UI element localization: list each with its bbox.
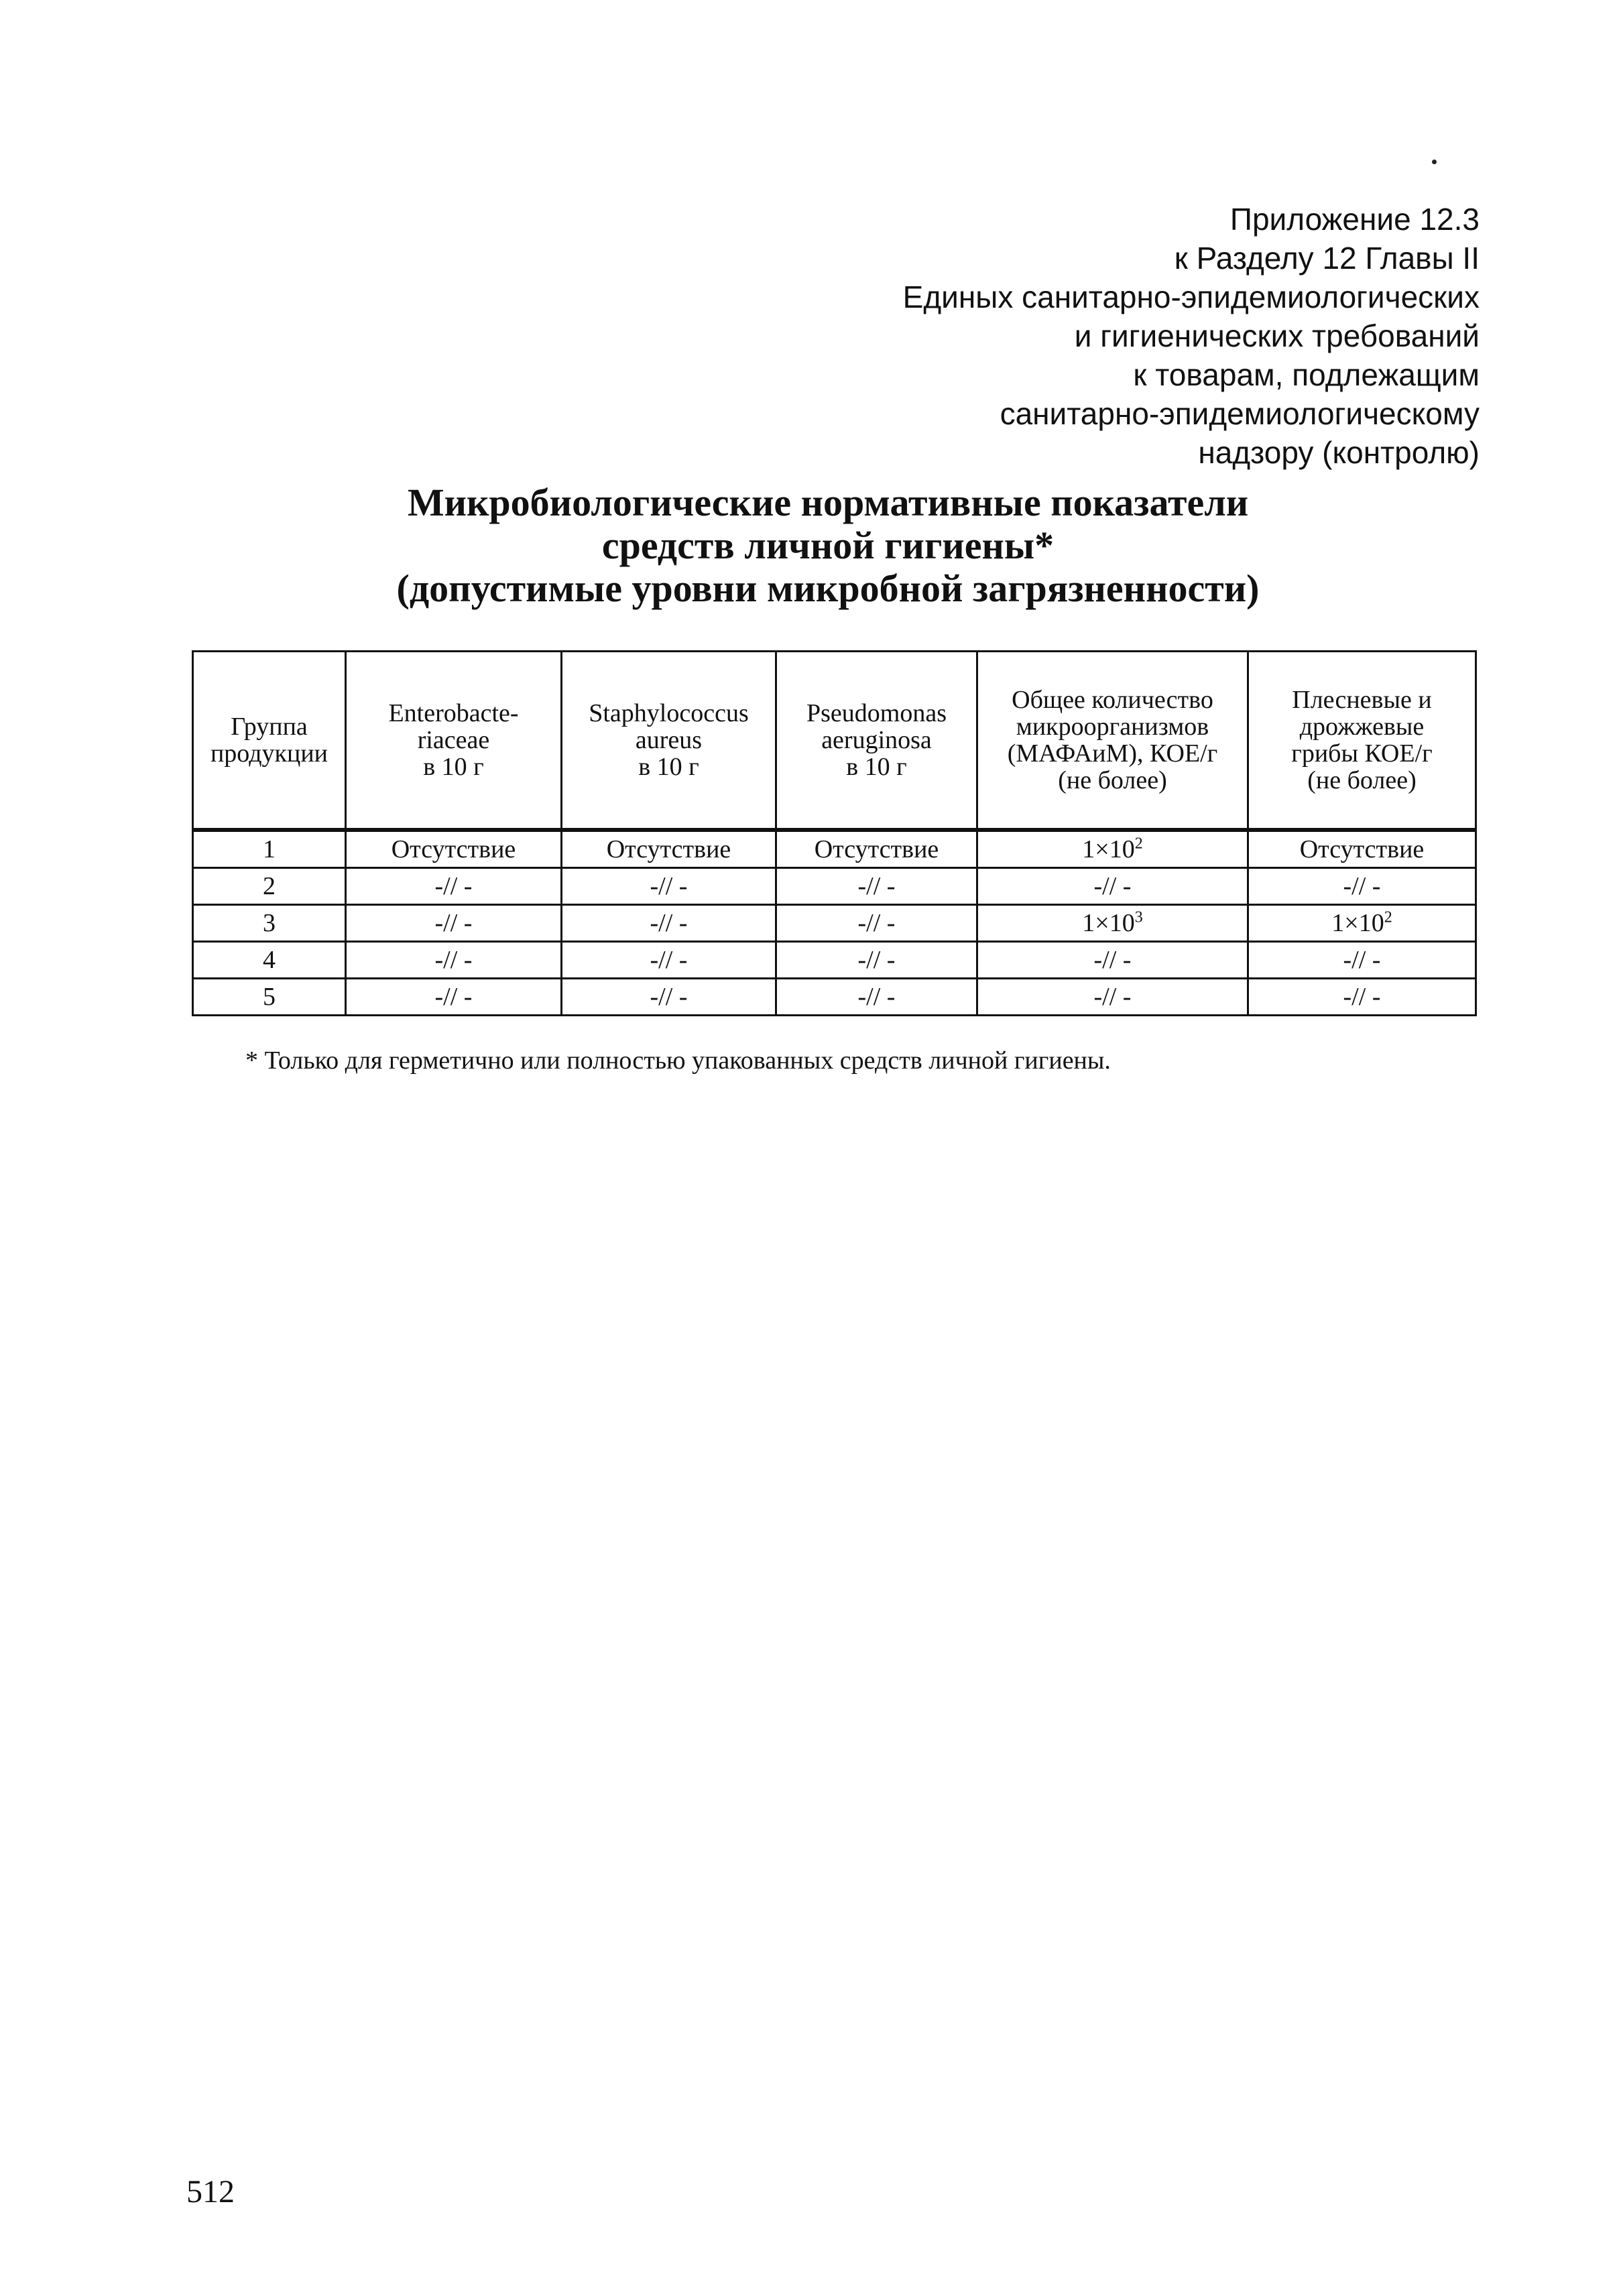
cell-molds-yeasts: [1248, 905, 1476, 942]
cell-total-microorganisms: [977, 942, 1248, 979]
cell-value: -// -: [1343, 872, 1381, 900]
header-text: в 10 г: [846, 753, 907, 781]
header-pseudomonas: [776, 652, 977, 831]
appendix-line: санитарно-эпидемиологическому: [1000, 396, 1480, 431]
header-text: Pseudomonas: [806, 699, 947, 727]
table-row: [193, 979, 1476, 1016]
header-text: Общее количество: [1012, 686, 1213, 714]
cell-exponent: 2: [1384, 908, 1392, 926]
table-row: [193, 942, 1476, 979]
header-text: aeruginosa: [821, 726, 932, 754]
header-staphylococcus: [562, 652, 776, 831]
microbiology-norms-table: [192, 650, 1477, 1016]
cell-value: -// -: [1093, 983, 1132, 1011]
header-text: aureus: [635, 726, 703, 754]
header-total-microorganisms: [977, 652, 1248, 831]
document-title: [161, 481, 1495, 610]
table-row: [193, 905, 1476, 942]
cell-pseudomonas: Отсутствие: [776, 830, 977, 868]
page-number: 512: [186, 2174, 235, 2210]
header-product-group: [193, 652, 346, 831]
appendix-line: и гигиенических требований: [1074, 318, 1480, 353]
header-text: Группа: [231, 713, 308, 741]
title-line: Микробиологические нормативные показатели: [407, 481, 1249, 524]
cell-pseudomonas: -// -: [776, 942, 977, 979]
cell-value: 1×10: [1082, 835, 1135, 863]
cell-value: -// -: [1343, 983, 1381, 1011]
header-text: Staphylococcus: [589, 699, 749, 727]
header-text: Плесневые и: [1292, 686, 1432, 714]
cell-value: 1×10: [1082, 909, 1135, 937]
appendix-line: к Разделу 12 Главы II: [1174, 241, 1480, 276]
cell-molds-yeasts: [1248, 979, 1476, 1016]
cell-value: -// -: [1093, 946, 1132, 974]
header-text: грибы КОЕ/г: [1291, 739, 1433, 768]
cell-enterobacteriaceae: -// -: [346, 942, 562, 979]
appendix-line: Единых санитарно-эпидемиологических: [902, 280, 1480, 314]
cell-total-microorganisms: [977, 905, 1248, 942]
cell-value: 1×10: [1331, 909, 1384, 937]
header-text: дрожжевые: [1299, 713, 1425, 741]
cell-group: 2: [193, 868, 346, 905]
cell-enterobacteriaceae: Отсутствие: [346, 830, 562, 868]
cell-exponent: 2: [1134, 835, 1143, 853]
cell-value: Отсутствие: [1299, 835, 1425, 863]
table-row: [193, 830, 1476, 868]
cell-total-microorganisms: [977, 868, 1248, 905]
cell-group: 4: [193, 942, 346, 979]
table-footnote: * Только для герметично или полностью упакованных средств личной гигиены.: [245, 1046, 1111, 1075]
cell-exponent: 3: [1134, 908, 1143, 926]
appendix-line: надзору (контролю): [1198, 435, 1480, 470]
header-text: в 10 г: [638, 753, 699, 781]
cell-pseudomonas: -// -: [776, 905, 977, 942]
appendix-reference: [541, 200, 1480, 472]
cell-staphylococcus: -// -: [562, 979, 776, 1016]
header-molds-yeasts: [1248, 652, 1476, 831]
cell-value: -// -: [1093, 872, 1132, 900]
cell-staphylococcus: -// -: [562, 868, 776, 905]
header-text: (не более): [1058, 766, 1167, 794]
cell-group: 1: [193, 830, 346, 868]
cell-staphylococcus: Отсутствие: [562, 830, 776, 868]
cell-molds-yeasts: [1248, 830, 1476, 868]
header-text: в 10 г: [423, 753, 484, 781]
cell-group: 3: [193, 905, 346, 942]
cell-enterobacteriaceae: -// -: [346, 905, 562, 942]
cell-molds-yeasts: [1248, 942, 1476, 979]
header-text: (не более): [1307, 766, 1417, 794]
cell-group: 5: [193, 979, 346, 1016]
title-line: средств личной гигиены*: [601, 524, 1055, 567]
cell-staphylococcus: -// -: [562, 905, 776, 942]
cell-total-microorganisms: [977, 830, 1248, 868]
header-text: (МАФАиМ), КОЕ/г: [1007, 739, 1218, 768]
appendix-line: к товарам, подлежащим: [1133, 357, 1480, 392]
header-text: продукции: [210, 739, 328, 768]
title-line: (допустимые уровни микробной загрязненности): [396, 566, 1260, 610]
cell-value: -// -: [1343, 946, 1381, 974]
header-text: микроорганизмов: [1016, 713, 1209, 741]
header-text: Enterobacte-: [388, 699, 519, 727]
header-text: riaceae: [417, 726, 490, 754]
cell-enterobacteriaceae: -// -: [346, 868, 562, 905]
cell-total-microorganisms: [977, 979, 1248, 1016]
cell-staphylococcus: -// -: [562, 942, 776, 979]
scan-speck: [1432, 160, 1437, 164]
table-row: [193, 868, 1476, 905]
cell-pseudomonas: -// -: [776, 979, 977, 1016]
header-enterobacteriaceae: [346, 652, 562, 831]
cell-molds-yeasts: [1248, 868, 1476, 905]
cell-pseudomonas: -// -: [776, 868, 977, 905]
cell-enterobacteriaceae: -// -: [346, 979, 562, 1016]
table-header-row: [193, 652, 1476, 831]
appendix-line: Приложение 12.3: [1229, 202, 1480, 237]
